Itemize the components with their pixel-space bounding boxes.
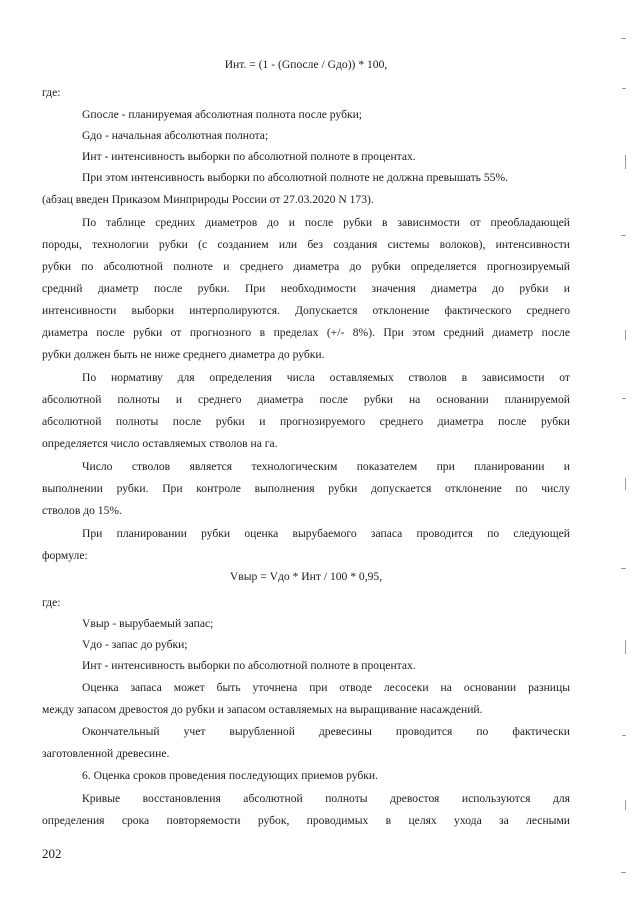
definition-v-harvest: Vвыр - вырубаемый запас; [82, 617, 214, 630]
intensity-limit-note: При этом интенсивность выборки по абсолютной полноте не должна превышать 55%. [82, 171, 509, 184]
paragraph-line: интенсивности выборки интерполируются. Допускается отклонение фактического среднего [42, 304, 570, 317]
definition-g-after: Gпосле - планируемая абсолютная полнота после рубки; [82, 108, 363, 121]
paragraph-line: стволов до 15%. [42, 504, 122, 517]
paragraph-line: породы, технологии рубки (с созданием или без создания системы волоков), интенсивности [42, 238, 570, 251]
paragraph-line: Окончательный учет вырубленной древесины проводится по фактически [82, 725, 570, 738]
paragraph-line: средний диаметр после рубки. При необходимости значения диаметра до рубки и [42, 282, 570, 295]
definition-intensity: Инт - интенсивность выборки по абсолютной полноте в процентах. [82, 150, 416, 163]
definition-v-before: Vдо - запас до рубки; [82, 638, 188, 651]
formula-harvest-volume: Vвыр = Vдо * Инт / 100 * 0,95, [229, 570, 383, 583]
paragraph-line: абсолютной полноты после рубки и прогнозируемого среднего диаметра после рубки [42, 415, 570, 428]
where-label: где: [42, 86, 61, 99]
paragraph-line: Кривые восстановления абсолютной полноты древостоя используются для [82, 792, 570, 805]
formula-intensity: Инт. = (1 - (Gпосле / Gдо)) * 100, [224, 58, 388, 71]
paragraph-line: формуле: [42, 549, 88, 562]
paragraph-line: заготовленной древесине. [42, 747, 170, 760]
paragraph-line: При планировании рубки оценка вырубаемого запаса проводится по следующей [82, 527, 570, 540]
paragraph-line: Число стволов является технологическим показателем при планировании и [82, 460, 570, 473]
paragraph-line: между запасом древостоя до рубки и запасом оставляемых на выращивание насаждений. [42, 703, 483, 716]
paragraph-line: По нормативу для определения числа оставляемых стволов в зависимости от [82, 371, 570, 384]
paragraph-line: абсолютной полноты и среднего диаметра после рубки на основании планируемой [42, 393, 570, 406]
paragraph-line: диаметра после рубки от прогнозного в пределах (+/- 8%). При этом средний диаметр после [42, 326, 570, 339]
definition-g-before: Gдо - начальная абсолютная полнота; [82, 129, 269, 142]
where-label: где: [42, 596, 61, 609]
amendment-note: (абзац введен Приказом Минприроды России от 27.03.2020 N 173). [42, 193, 374, 206]
paragraph-line: выполнении рубки. При контроле выполнения рубки допускается отклонение по числу [42, 482, 570, 495]
definition-intensity: Инт - интенсивность выборки по абсолютной полноте в процентах. [82, 659, 416, 672]
page-number: 202 [42, 846, 62, 861]
paragraph-line: рубки по абсолютной полноте и среднего диаметра до рубки определяется прогнозируемый [42, 260, 570, 273]
paragraph-line: определения срока повторяемости рубок, проводимых в целях ухода за лесными [42, 814, 570, 827]
section-heading: 6. Оценка сроков проведения последующих приемов рубки. [82, 769, 379, 782]
paragraph-line: Оценка запаса может быть уточнена при отводе лесосеки на основании разницы [82, 681, 570, 694]
paragraph-line: По таблице средних диаметров до и после рубки в зависимости от преобладающей [82, 216, 570, 229]
paragraph-line: рубки должен быть не ниже среднего диаметра до рубки. [42, 348, 325, 361]
paragraph-line: определяется число оставляемых стволов на га. [42, 437, 278, 450]
